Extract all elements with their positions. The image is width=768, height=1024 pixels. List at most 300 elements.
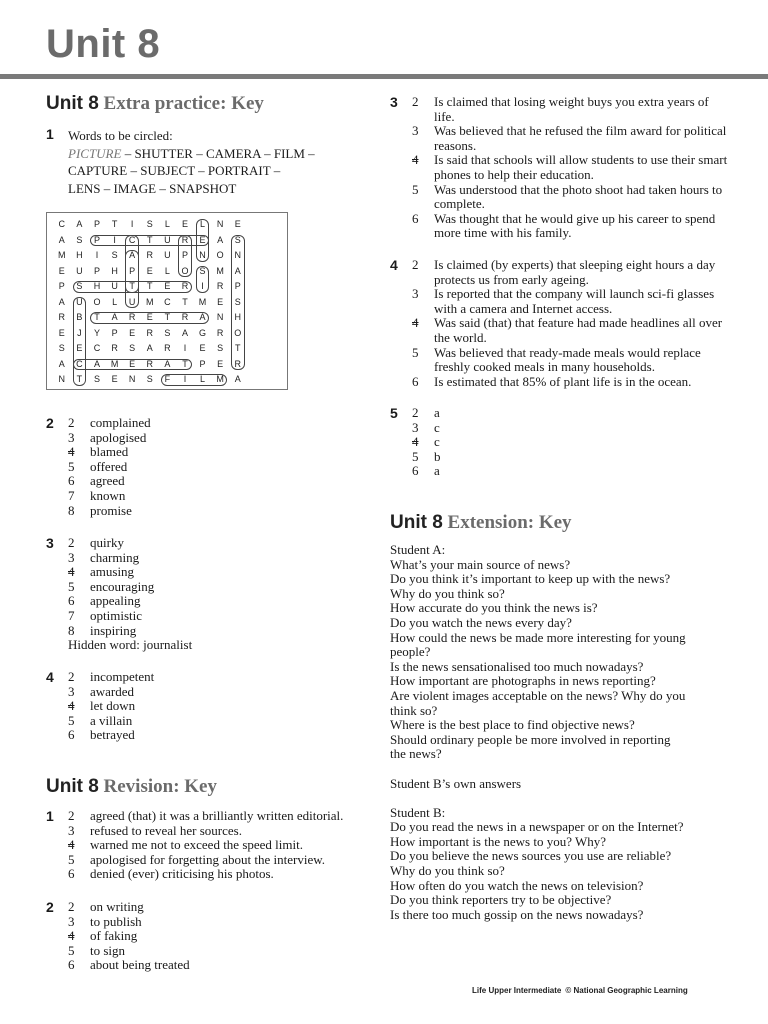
answer-text: encouraging [90, 578, 155, 594]
grid-letter: E [146, 312, 153, 322]
answer-number: 3 [68, 913, 75, 929]
grid-letter: A [234, 265, 241, 276]
answer-item [68, 853, 366, 868]
answer-item [68, 900, 366, 915]
question-line: Why do you think so? [390, 863, 505, 879]
answer-text: b [434, 448, 441, 464]
grid-letter: N [216, 219, 224, 229]
answer-text: Is reported that the company will launch sci-fi glasses with a camera and Internet access. [434, 286, 715, 316]
question-line: How often do you watch the news on television? [390, 877, 644, 893]
grid-letter: U [111, 281, 118, 291]
word-list-line-1 [68, 145, 366, 163]
question-line: Do you believe the news sources you use are reliable? [390, 848, 672, 864]
answer-number: 6 [412, 210, 419, 226]
answer-text: inspiring [90, 622, 137, 638]
grid-letter: P [58, 281, 65, 291]
grid-letter: T [111, 219, 118, 229]
grid-letter: A [58, 296, 65, 307]
answer-number: 4 [68, 444, 75, 460]
grid-letter: C [128, 234, 136, 245]
answer-item [68, 867, 366, 882]
grid-letter: R [128, 312, 136, 322]
answer-item [68, 958, 366, 973]
grid-letter: M [58, 250, 66, 260]
grid-letter: E [199, 234, 206, 245]
grid-letter: N [128, 374, 136, 384]
grid-letter: N [216, 312, 224, 322]
grid-letter: E [217, 296, 224, 307]
answer-text: known [90, 487, 126, 503]
answer-number: 4 [68, 837, 75, 853]
answer-text: warned me not to exceed the speed limit. [90, 837, 303, 853]
answer-item [68, 670, 366, 685]
grid-row [53, 264, 247, 280]
grid-letter: T [164, 312, 171, 322]
answer-text: to sign [90, 942, 126, 958]
answer-text: Is estimated that 85% of plant life is in the ocean. [434, 373, 692, 389]
answer-text: apologised for forgetting about the interview. [90, 851, 326, 867]
question-line: What’s your main source of news? [390, 556, 571, 572]
grid-letter: E [76, 343, 83, 353]
student-b-label: Student B: [390, 804, 446, 820]
grid-letter: C [164, 296, 171, 307]
answer-text: Was believed that he refused the film award for political reasons. [434, 123, 727, 153]
circled-word [73, 297, 87, 386]
grid-letter: P [234, 281, 241, 291]
answer-item [412, 435, 730, 450]
answer-item [68, 714, 366, 729]
answer-item [68, 944, 366, 959]
answer-item [68, 929, 366, 944]
grid-letter: R [58, 312, 66, 322]
grid-letter: M [110, 358, 119, 369]
answer-number: 3 [68, 683, 75, 699]
revision-exercise-5 [390, 406, 730, 479]
circled-word [178, 235, 192, 278]
answer-text: Was thought that he would give up his career to spend more time with his family. [434, 210, 716, 241]
answer-number: 5 [412, 344, 419, 360]
answer-text: a villain [90, 712, 133, 728]
grid-letter: P [129, 265, 136, 276]
answer-text: betrayed [90, 727, 135, 743]
answer-text: a [434, 405, 440, 420]
page-footer [472, 986, 688, 995]
grid-letter: E [217, 358, 224, 369]
answer-item [68, 838, 366, 853]
question-line: How accurate do you think the news is? [390, 600, 598, 616]
answer-item [68, 609, 366, 624]
exercise-number: 2 [46, 899, 54, 915]
answer-item [68, 536, 366, 551]
grid-letter: T [234, 343, 241, 353]
revision-exercise-3 [390, 95, 730, 241]
answer-item [68, 460, 366, 475]
answer-text: c [434, 434, 440, 450]
grid-letter: S [58, 343, 65, 353]
grid-row [53, 248, 247, 264]
answer-number: 6 [412, 373, 419, 389]
grid-letter: R [181, 234, 189, 245]
answer-text: incompetent [90, 669, 155, 684]
question-line: Do you think reporters try to be objective? [390, 892, 612, 908]
answer-number: 4 [68, 564, 75, 580]
answer-item [68, 489, 366, 504]
grid-letter: T [182, 358, 188, 369]
grid-letter: U [76, 296, 83, 307]
grid-letter: S [76, 234, 83, 245]
grid-letter: H [76, 250, 83, 260]
answer-number: 4 [68, 928, 75, 944]
answer-item [412, 450, 730, 465]
answer-item [68, 624, 366, 639]
answer-text: quirky [90, 535, 124, 550]
grid-letter: P [93, 219, 100, 229]
answer-text: complained [90, 415, 151, 430]
grid-letter: H [111, 265, 118, 276]
answer-text: let down [90, 698, 136, 714]
answer-number: 8 [68, 502, 75, 518]
grid-letter: T [147, 234, 153, 245]
answer-number: 3 [412, 286, 419, 302]
answer-item [412, 406, 730, 421]
answer-item [412, 464, 730, 479]
answer-number: 3 [412, 419, 419, 435]
circled-word [90, 312, 209, 324]
answer-number: 3 [68, 549, 75, 565]
grid-letter: F [164, 374, 171, 384]
grid-letter: A [76, 219, 83, 229]
answer-number: 5 [68, 851, 75, 867]
grid-letter: O [234, 327, 242, 338]
answer-number: 7 [68, 487, 75, 503]
exercise-number: 1 [46, 808, 54, 824]
question-line: How could the news be made more interesting for young [390, 629, 686, 645]
grid-letter: S [129, 343, 136, 353]
answer-number: 2 [68, 899, 75, 914]
question-line: Do you read the news in a newspaper or on the Internet? [390, 819, 684, 835]
revision-heading [46, 776, 217, 798]
extension-heading [390, 512, 572, 534]
grid-letter: G [199, 327, 207, 338]
answer-item [412, 287, 730, 316]
grid-letter: U [128, 296, 136, 307]
grid-letter: O [93, 296, 101, 307]
grid-letter: R [216, 281, 224, 291]
grid-letter: T [147, 281, 153, 291]
answer-text: promise [90, 502, 132, 518]
answer-number: 2 [68, 535, 75, 550]
grid-letter: H [93, 281, 101, 291]
grid-letter: M [146, 296, 154, 307]
answer-text: agreed [90, 473, 125, 489]
grid-letter: R [216, 327, 224, 338]
grid-letter: E [181, 219, 188, 229]
hidden-word: Hidden word: journalist [68, 637, 193, 653]
answer-item [68, 551, 366, 566]
revision-exercise-4 [390, 258, 730, 389]
word-search-grid [46, 212, 288, 390]
heading-key: Extra practice: Key [103, 93, 264, 114]
grid-letter: I [183, 374, 187, 384]
extra-practice-heading [46, 93, 264, 115]
answer-text: Is claimed (by experts) that sleeping eight hours a day protects us from early ageing. [434, 257, 716, 287]
answer-text: apologised [90, 429, 147, 445]
grid-letter: C [58, 219, 66, 229]
grid-letter: E [199, 343, 206, 353]
question-line: Should ordinary people be more involved in reporting [390, 731, 671, 747]
grid-letter: R [111, 343, 118, 353]
grid-letter: Y [93, 327, 100, 338]
grid-letter: I [95, 250, 99, 260]
grid-letter: E [146, 265, 153, 276]
grid-letter: A [199, 312, 206, 322]
answer-text: amusing [90, 564, 135, 580]
answer-item [68, 915, 366, 930]
circled-word [196, 219, 210, 262]
answer-item [68, 685, 366, 700]
answer-number: 5 [68, 458, 75, 474]
grid-letter: E [234, 219, 241, 229]
answer-item [68, 699, 366, 714]
grid-letter: A [181, 327, 188, 338]
grid-letter: N [234, 250, 241, 260]
student-b-own-answers: Student B’s own answers [390, 775, 522, 791]
answer-text: Is said that schools will allow students to use their smart phones to help their education. [434, 152, 728, 182]
answer-text: of faking [90, 928, 138, 944]
answer-text: c [434, 419, 440, 435]
answer-number: 6 [68, 727, 75, 743]
grid-letter: T [129, 281, 135, 291]
grid-letter: L [112, 296, 118, 307]
grid-letter: S [93, 374, 100, 384]
answer-number: 2 [412, 405, 419, 420]
grid-letter: A [111, 312, 118, 322]
answer-text: denied (ever) criticising his photos. [90, 866, 274, 882]
grid-letter: I [113, 234, 116, 245]
question-line: Are violent images acceptable on the news? Why do you [390, 687, 686, 703]
answer-item [68, 504, 366, 519]
grid-letter: S [234, 296, 241, 307]
answer-text: charming [90, 549, 140, 565]
grid-letter: H [234, 312, 241, 322]
grid-letter: M [216, 265, 224, 276]
answer-number: 4 [68, 698, 75, 714]
circled-word [161, 374, 227, 386]
answer-number: 7 [68, 607, 75, 623]
exercise-number: 2 [46, 415, 54, 431]
answer-item [412, 212, 730, 241]
exercise-intro: Words to be circled: [68, 128, 173, 143]
answer-item [412, 421, 730, 436]
word-list-line-2: CAPTURE – SUBJECT – PORTRAIT – [68, 163, 281, 178]
grid-letter: T [182, 296, 188, 307]
grid-letter: C [93, 343, 101, 353]
grid-letter: U [164, 234, 171, 245]
answer-text: optimistic [90, 607, 142, 623]
question-line: the news? [390, 746, 442, 762]
grid-letter: P [181, 250, 188, 260]
grid-letter: S [111, 250, 118, 260]
example-word: PICTURE [68, 145, 122, 161]
grid-letter: L [200, 374, 206, 384]
grid-letter: A [234, 374, 241, 384]
answer-item [412, 183, 730, 212]
grid-letter: A [146, 343, 153, 353]
answer-number: 3 [68, 822, 75, 838]
answer-text: a [434, 463, 440, 479]
grid-letter: R [146, 358, 154, 369]
grid-letter: O [181, 265, 189, 276]
question-line: Why do you think so? [390, 585, 505, 601]
answer-number: 2 [412, 94, 419, 109]
grid-letter: I [183, 343, 187, 353]
exercise-number: 3 [390, 94, 398, 110]
question-line: Where is the best place to find objective news? [390, 717, 635, 733]
grid-letter: S [217, 343, 224, 353]
grid-letter: S [146, 374, 153, 384]
grid-letter: R [181, 312, 189, 322]
answer-text: appealing [90, 593, 141, 609]
grid-letter: S [234, 234, 241, 245]
question-line: Do you watch the news every day? [390, 614, 572, 630]
answer-item [68, 474, 366, 489]
grid-letter: P [199, 358, 206, 369]
extra-exercise-4 [46, 670, 366, 743]
answer-number: 5 [68, 942, 75, 958]
grid-letter: R [146, 327, 154, 338]
answer-item [412, 95, 730, 124]
grid-letter: E [129, 327, 136, 338]
grid-letter: A [93, 358, 100, 369]
answer-item [68, 565, 366, 580]
grid-letter: L [200, 219, 206, 229]
answer-item [412, 375, 730, 390]
answer-text: offered [90, 458, 128, 474]
grid-letter: R [164, 343, 171, 353]
word-list-text: – SHUTTER – CAMERA – FILM – [121, 145, 315, 161]
answer-number: 5 [68, 578, 75, 594]
grid-letter: S [76, 281, 83, 291]
answer-number: 8 [68, 622, 75, 638]
answer-number: 5 [412, 181, 419, 197]
question-line: Is there too much gossip on the news nowadays? [390, 906, 644, 922]
answer-text: blamed [90, 444, 129, 460]
extension-student-a [390, 543, 735, 922]
answer-text: Was believed that ready-made meals would replace freshly cooked meals in many households. [434, 344, 701, 375]
heading-unit: Unit 8 [46, 93, 99, 114]
answer-item [68, 580, 366, 595]
answer-item [68, 594, 366, 609]
footer-publisher: © National Geographic Learning [565, 986, 688, 995]
grid-letter: B [76, 312, 83, 322]
answer-text: awarded [90, 683, 135, 699]
grid-letter: P [93, 265, 100, 276]
exercise-number: 5 [390, 405, 398, 421]
answer-text: agreed (that) it was a brilliantly written editorial. [90, 808, 344, 823]
grid-letter: R [181, 281, 189, 291]
answer-number: 6 [68, 473, 75, 489]
heading-unit: Unit 8 [46, 776, 99, 797]
answer-item [68, 445, 366, 460]
answer-number: 3 [68, 429, 75, 445]
answer-number: 6 [68, 866, 75, 882]
answer-item [68, 416, 366, 431]
answer-text: refused to reveal her sources. [90, 822, 242, 838]
question-line: Do you think it’s important to keep up with the news? [390, 571, 671, 587]
circled-word [231, 235, 245, 371]
revision-exercise-1 [46, 809, 366, 882]
answer-text: Was understood that the photo shoot had taken hours to complete. [434, 181, 723, 212]
answer-item [68, 809, 366, 824]
answer-number: 4 [412, 315, 419, 331]
circled-word [73, 359, 192, 371]
answer-number: 5 [68, 712, 75, 728]
grid-letter: T [76, 374, 83, 384]
grid-letter: N [58, 374, 66, 384]
answer-item [412, 153, 730, 182]
extra-exercise-2 [46, 416, 366, 518]
answer-text: Was said (that) that feature had made headlines all over the world. [434, 315, 723, 345]
grid-letter: C [76, 358, 83, 369]
grid-letter: R [146, 250, 154, 260]
answer-number: 2 [68, 669, 75, 684]
grid-row [53, 217, 247, 233]
question-line: think so? [390, 702, 438, 718]
answer-item [412, 258, 730, 287]
grid-letter: A [58, 234, 65, 245]
answer-number: 3 [412, 123, 419, 139]
grid-letter: R [234, 358, 241, 369]
heading-unit: Unit 8 [390, 512, 443, 533]
answer-number: 6 [412, 463, 419, 479]
grid-letter: M [198, 296, 207, 307]
grid-letter: S [164, 327, 171, 338]
word-list-line-3: LENS – IMAGE – SNAPSHOT [68, 180, 237, 196]
grid-letter: E [129, 358, 136, 369]
exercise-number: 3 [46, 535, 54, 551]
answer-item [412, 346, 730, 375]
exercise-number: 1 [46, 126, 54, 142]
grid-letter: L [164, 265, 170, 276]
answer-number: 6 [68, 957, 75, 973]
question-line: How important is the news to you? Why? [390, 833, 607, 849]
extra-exercise-1 [46, 127, 366, 197]
grid-letter: N [199, 250, 206, 260]
answer-number: 2 [68, 415, 75, 430]
grid-letter: E [111, 374, 118, 384]
question-line: How important are photographs in news reporting? [390, 673, 656, 689]
grid-letter: S [146, 219, 153, 229]
exercise-number: 4 [390, 257, 398, 273]
grid-letter: U [76, 265, 83, 276]
heading-key: Extension: Key [447, 512, 572, 533]
question-line: people? [390, 644, 431, 660]
student-a-label: Student A: [390, 542, 446, 557]
title-divider [0, 74, 768, 79]
exercise-number: 4 [46, 669, 54, 685]
answer-number: 4 [412, 434, 419, 450]
grid-letter: A [217, 234, 224, 245]
grid-letter: M [216, 374, 224, 384]
answer-number: 4 [412, 152, 419, 168]
answer-item [68, 824, 366, 839]
grid-letter: A [129, 250, 136, 260]
grid-letter: E [164, 281, 171, 291]
extra-exercise-3 [46, 536, 366, 653]
circled-word [196, 266, 210, 293]
grid-letter: I [130, 219, 134, 229]
answer-number: 5 [412, 448, 419, 464]
